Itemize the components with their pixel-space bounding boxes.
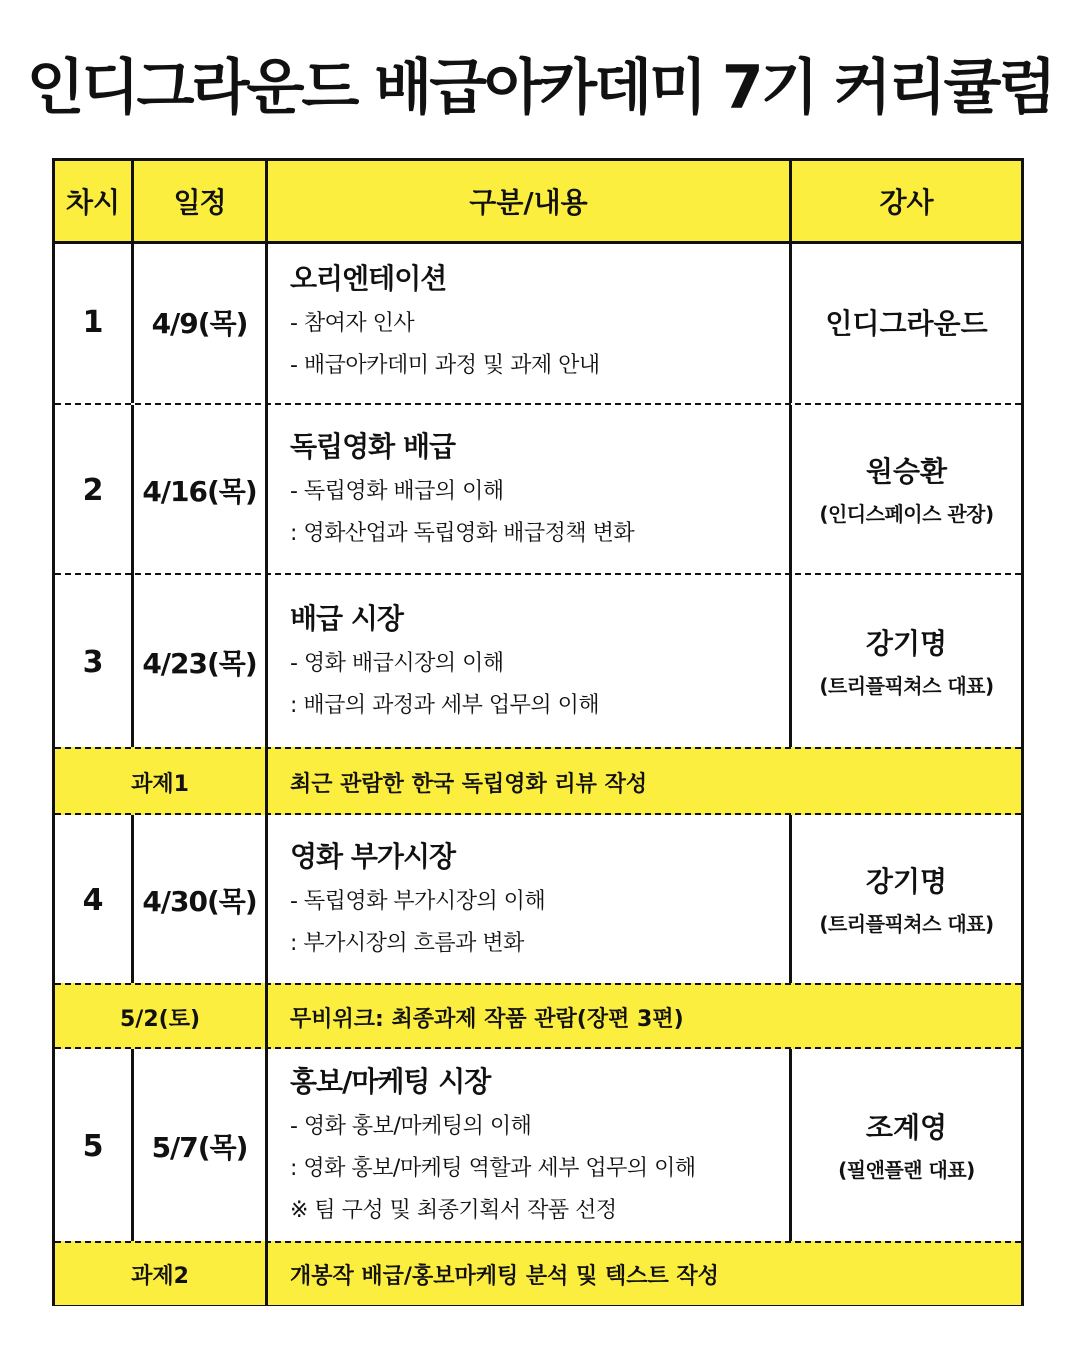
session-title: 배급 시장	[290, 602, 403, 635]
session-content	[265, 405, 789, 575]
header-schedule: 일정	[131, 161, 265, 241]
session-content	[265, 1049, 789, 1243]
session-row-4	[55, 813, 1021, 985]
session-line: - 독립영화 부가시장의 이해	[290, 889, 546, 914]
session-content	[265, 241, 789, 403]
session-line: - 영화 배급시장의 이해	[290, 651, 504, 676]
session-line: - 독립영화 배급의 이해	[290, 479, 504, 504]
session-lecturer	[789, 241, 1021, 403]
session-date: 4/23(목)	[131, 575, 265, 749]
assignment-label: 과제1	[131, 771, 189, 797]
session-line: ※ 팀 구성 및 최종기획서 작품 선정	[290, 1198, 617, 1223]
session-lecturer	[789, 405, 1021, 575]
assignment-row-2	[55, 983, 1021, 1049]
lecturer-role: (인디스페이스 관장)	[819, 501, 994, 526]
lecturer-role: (트리플픽쳐스 대표)	[819, 911, 994, 936]
session-row-1	[55, 241, 1021, 403]
table-header	[55, 161, 1021, 244]
header-lecturer: 강사	[789, 161, 1021, 241]
session-title: 영화 부가시장	[290, 840, 456, 873]
header-content: 구분/내용	[265, 161, 789, 241]
page-title: 인디그라운드 배급아카데미 7기 커리큘럼	[26, 53, 1054, 123]
lecturer-name: 강기명	[865, 864, 948, 898]
lecturer-name: 조계영	[865, 1110, 948, 1144]
session-date: 5/7(목)	[131, 1049, 265, 1243]
session-line: : 영화 홍보/마케팅 역할과 세부 업무의 이해	[290, 1156, 696, 1181]
lecturer-role: (트리플픽쳐스 대표)	[819, 673, 994, 698]
session-lecturer	[789, 1049, 1021, 1243]
session-title: 오리엔테이션	[290, 262, 447, 295]
lecturer-name: 강기명	[865, 626, 948, 660]
session-line: - 영화 홍보/마케팅의 이해	[290, 1114, 532, 1139]
curriculum-table	[52, 158, 1024, 1306]
lecturer-name: 원승환	[865, 454, 948, 488]
session-content	[265, 815, 789, 985]
session-content	[265, 575, 789, 749]
session-row-5	[55, 1047, 1021, 1243]
assignment-text: 개봉작 배급/홍보마케팅 분석 및 텍스트 작성	[265, 1243, 1021, 1305]
assignment-label: 과제2	[131, 1263, 189, 1289]
lecturer-name: 인디그라운드	[825, 307, 988, 340]
session-title: 독립영화 배급	[290, 430, 456, 463]
session-lecturer	[789, 815, 1021, 985]
session-date: 4/9(목)	[131, 241, 265, 403]
session-line: : 부가시장의 흐름과 변화	[290, 931, 524, 956]
assignment-text: 최근 관람한 한국 독립영화 리뷰 작성	[265, 749, 1021, 815]
session-title: 홍보/마케팅 시장	[290, 1065, 491, 1098]
session-row-2	[55, 403, 1021, 575]
session-date: 4/30(목)	[131, 815, 265, 985]
session-lecturer	[789, 575, 1021, 749]
lecturer-role: (필앤플랜 대표)	[838, 1157, 975, 1182]
assignment-text: 무비위크: 최종과제 작품 관람(장편 3편)	[265, 985, 1021, 1049]
session-number: 3	[82, 644, 104, 680]
header-session: 차시	[65, 186, 121, 219]
session-date: 4/16(목)	[131, 405, 265, 575]
session-line: : 영화산업과 독립영화 배급정책 변화	[290, 521, 635, 546]
session-number: 5	[82, 1128, 104, 1164]
session-number: 2	[82, 472, 104, 508]
assignment-row-3	[55, 1241, 1021, 1305]
session-line: - 배급아카데미 과정 및 과제 안내	[290, 353, 600, 378]
session-number: 4	[82, 882, 104, 918]
session-line: : 배급의 과정과 세부 업무의 이해	[290, 693, 600, 718]
assignment-row-1	[55, 747, 1021, 815]
session-number: 1	[82, 304, 104, 340]
assignment-label: 5/2(토)	[119, 1006, 200, 1032]
session-row-3	[55, 573, 1021, 749]
session-line: - 참여자 인사	[290, 311, 415, 336]
